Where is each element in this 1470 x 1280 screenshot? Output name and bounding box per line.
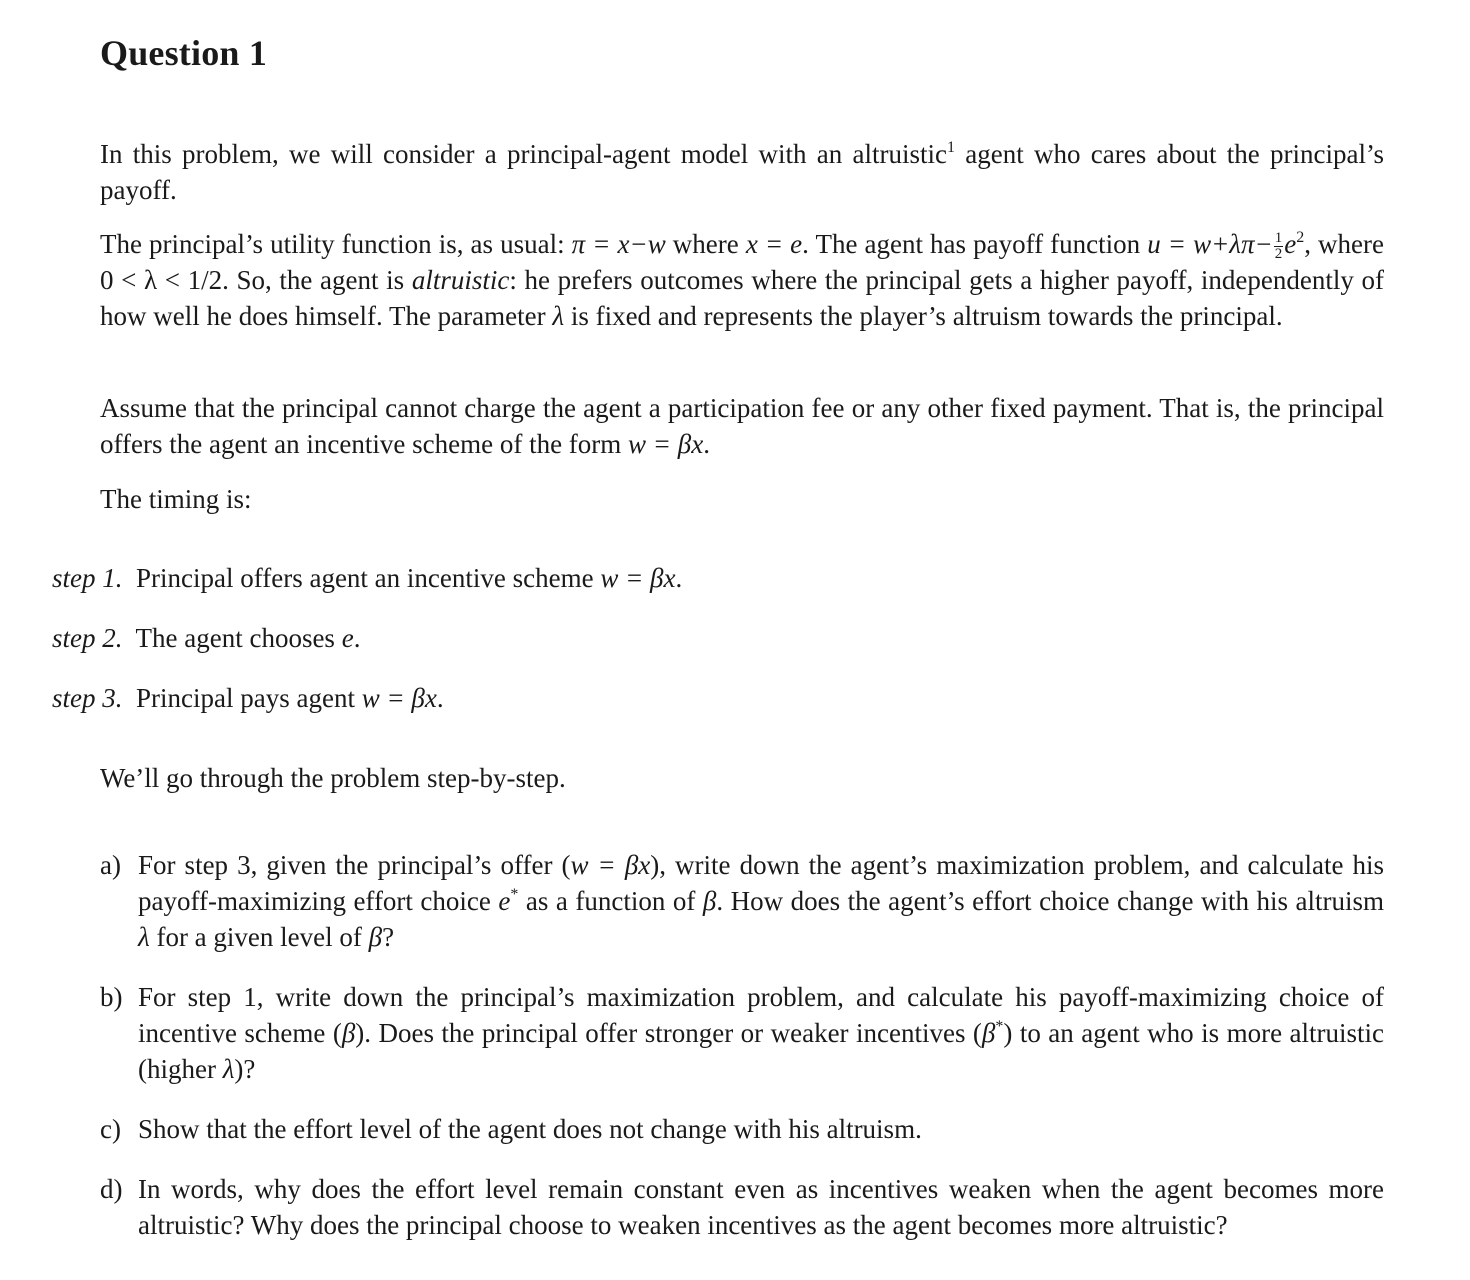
- page-title: Question 1: [100, 33, 268, 73]
- question-label: c): [100, 1114, 121, 1144]
- step-item: step 3. Principal pays agent w = βx.: [52, 683, 444, 713]
- question-a: a) For step 3, given the principal’s offer (w = βx), write down the agent’s maximization problem, and calculate his payoff-maximizing effort choice e* as a function of β. How does the agent’s effort choice change with his altruism λ for a given level of β?: [100, 847, 1384, 955]
- question-label: a): [100, 850, 121, 880]
- question-label: b): [100, 982, 123, 1012]
- footnote-marker[interactable]: 1: [947, 139, 955, 156]
- utility-paragraph: The principal’s utility function is, as usual: π = x−w where x = e. The agent has payoff function u = w+λπ− $\frac{1}{2}$ $e^2$, where 0 < λ < 1/2. So, the agent is altruistic: he prefers outcomes where the principal gets a higher payoff, independently of how well he does himself. The parameter λ is fixed and represents the player’s altruism towards the principal.: [100, 229, 1385, 332]
- walkthrough-line: We’ll go through the problem step-by-step.: [100, 763, 566, 793]
- fraction-one-half: $\frac{1}{2}$: [1274, 230, 1283, 263]
- step-item: step 1. Principal offers agent an incentive scheme w = βx.: [52, 563, 683, 593]
- timing-heading: The timing is:: [100, 484, 252, 514]
- intro-paragraph: In this problem, we will consider a principal-agent model with an altruistic$^1$ agent who cares about the principal’s payoff.: [100, 139, 1384, 205]
- question-b: b) For step 1, write down the principal’s maximization problem, and calculate his payoff-maximizing choice of incentive scheme (β). Does the principal offer stronger or weaker incentives (β*) to an agent who is more altruistic (higher λ)?: [100, 979, 1384, 1087]
- step-item: step 2. The agent chooses e.: [52, 623, 361, 653]
- question-label: d): [100, 1174, 123, 1204]
- question-c: c) Show that the effort level of the agent does not change with his altruism.: [100, 1111, 1384, 1147]
- question-d: d) In words, why does the effort level remain constant even as incentives weaken when the agent becomes more altruistic? Why does the principal choose to weaken incentives as the agent becomes more altruistic?: [100, 1171, 1384, 1243]
- assumption-paragraph: Assume that the principal cannot charge the agent a participation fee or any other fixed payment. That is, the principal offers the agent an incentive scheme of the form w = βx.: [100, 393, 1384, 459]
